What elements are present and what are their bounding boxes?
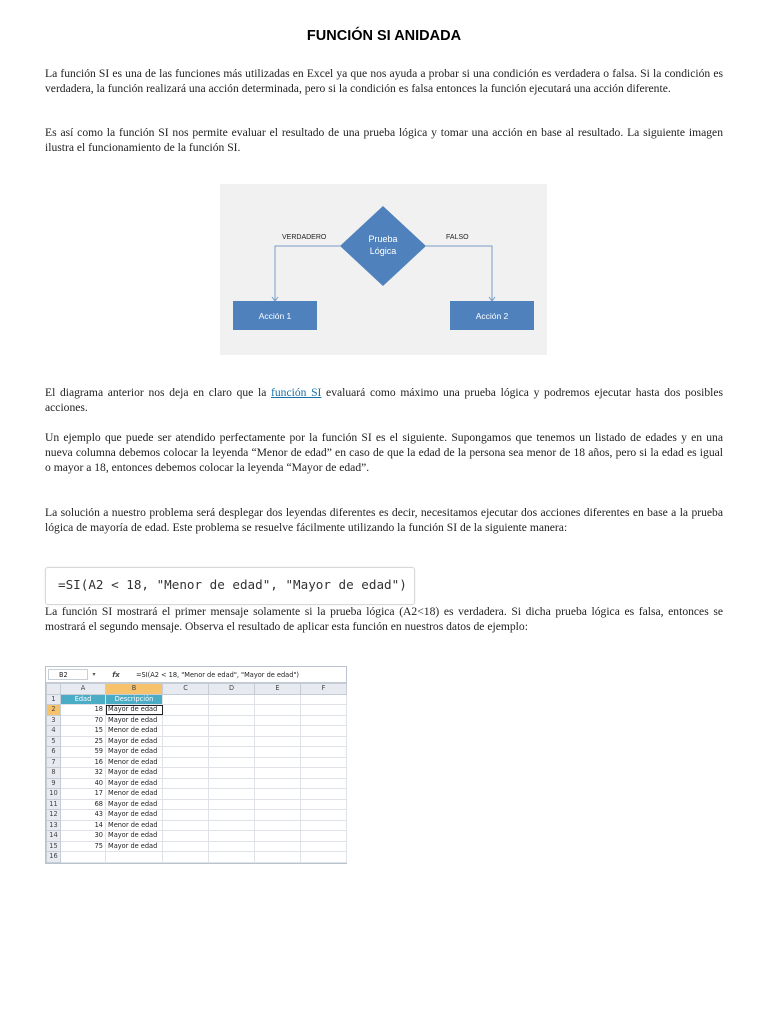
row-header[interactable]: 3 bbox=[47, 715, 61, 726]
table-row bbox=[47, 736, 347, 747]
cell[interactable] bbox=[209, 831, 255, 842]
cell[interactable] bbox=[106, 852, 163, 863]
decision-text-1: Prueba bbox=[368, 234, 398, 244]
age-cell[interactable]: 15 bbox=[61, 726, 106, 737]
cell[interactable] bbox=[301, 789, 347, 800]
description-cell[interactable]: Mayor de edad bbox=[106, 747, 163, 758]
description-cell[interactable]: Mayor de edad bbox=[106, 736, 163, 747]
cell[interactable] bbox=[301, 820, 347, 831]
cell[interactable] bbox=[209, 820, 255, 831]
cell[interactable] bbox=[163, 694, 209, 705]
cell[interactable] bbox=[209, 715, 255, 726]
formula-bar bbox=[46, 667, 346, 683]
cell[interactable] bbox=[301, 726, 347, 737]
cell[interactable] bbox=[255, 820, 301, 831]
table-row bbox=[47, 852, 347, 863]
age-cell[interactable]: 68 bbox=[61, 799, 106, 810]
age-cell[interactable]: 16 bbox=[61, 757, 106, 768]
select-all-corner[interactable] bbox=[47, 684, 61, 695]
name-box[interactable]: B2 bbox=[48, 669, 88, 680]
age-cell[interactable]: 18 bbox=[61, 705, 106, 716]
example-paragraph: Un ejemplo que puede ser atendido perfectamente por la función SI es el siguiente. Supongamos que tenemos un listado de edades y en una nueva columna debemos colocar la leyenda “Menor de edad” en caso de que la edad de la persona sea menor de 18 años, pero si la edad es igual o mayor a 18, entonces debemos colocar la leyenda “Mayor de edad”. bbox=[45, 431, 723, 474]
age-cell[interactable]: 43 bbox=[61, 810, 106, 821]
chevron-down-icon[interactable]: ▾ bbox=[92, 671, 96, 678]
age-cell[interactable]: 32 bbox=[61, 768, 106, 779]
cell[interactable] bbox=[301, 694, 347, 705]
cell[interactable] bbox=[61, 852, 106, 863]
cell[interactable] bbox=[163, 736, 209, 747]
description-cell[interactable]: Menor de edad bbox=[106, 789, 163, 800]
function-icon[interactable]: fx bbox=[112, 670, 120, 679]
column-header[interactable]: E bbox=[255, 684, 301, 695]
row-header[interactable]: 7 bbox=[47, 757, 61, 768]
row-header[interactable]: 15 bbox=[47, 841, 61, 852]
cell[interactable] bbox=[163, 705, 209, 716]
cell[interactable] bbox=[301, 715, 347, 726]
spreadsheet-screenshot bbox=[45, 666, 347, 864]
cell[interactable] bbox=[301, 736, 347, 747]
cell[interactable] bbox=[163, 841, 209, 852]
cell[interactable] bbox=[255, 841, 301, 852]
cell[interactable] bbox=[163, 810, 209, 821]
cell[interactable] bbox=[255, 831, 301, 842]
spreadsheet-grid bbox=[46, 683, 347, 863]
cell[interactable] bbox=[209, 778, 255, 789]
cell[interactable] bbox=[163, 820, 209, 831]
description-cell[interactable]: Mayor de edad bbox=[106, 705, 163, 716]
cell[interactable] bbox=[163, 726, 209, 737]
row-header[interactable]: 12 bbox=[47, 810, 61, 821]
cell[interactable] bbox=[255, 736, 301, 747]
page-title: FUNCIÓN SI ANIDADA bbox=[306, 28, 462, 44]
result-paragraph: La función SI mostrará el primer mensaje solamente si la prueba lógica (A2<18) es verdadera. Si dicha prueba lógica es falsa, entonces se mostrará el segundo mensaje. Observa el resultado de aplicar esta función en nuestros datos de ejemplo: bbox=[45, 605, 723, 633]
cell[interactable] bbox=[255, 705, 301, 716]
solution-paragraph: La solución a nuestro problema será desplegar dos leyendas diferentes es decir, necesitamos ejecutar dos acciones diferentes en base a la prueba lógica de mayoría de edad. Este problema se resuelve fácilmente utilizando la función SI de la siguiente manera: bbox=[45, 506, 723, 534]
true-branch-label: VERDADERO bbox=[282, 234, 327, 241]
row-header[interactable]: 14 bbox=[47, 831, 61, 842]
column-header[interactable]: B bbox=[106, 684, 163, 695]
if-function-flowchart bbox=[220, 184, 547, 355]
row-header[interactable]: 2 bbox=[47, 705, 61, 716]
table-row bbox=[47, 705, 347, 716]
cell[interactable] bbox=[163, 799, 209, 810]
table-row bbox=[47, 747, 347, 758]
cell[interactable] bbox=[301, 705, 347, 716]
row-header[interactable]: 9 bbox=[47, 778, 61, 789]
description-cell[interactable]: Menor de edad bbox=[106, 820, 163, 831]
row-header[interactable]: 10 bbox=[47, 789, 61, 800]
cell[interactable] bbox=[301, 768, 347, 779]
cell[interactable] bbox=[255, 715, 301, 726]
row-header[interactable]: 6 bbox=[47, 747, 61, 758]
cell[interactable] bbox=[163, 768, 209, 779]
cell[interactable] bbox=[209, 789, 255, 800]
cell[interactable] bbox=[301, 831, 347, 842]
cell[interactable] bbox=[301, 810, 347, 821]
formula-code-block bbox=[45, 567, 415, 605]
cell[interactable] bbox=[209, 726, 255, 737]
cell[interactable] bbox=[163, 778, 209, 789]
formula-code: =SI(A2 < 18, "Menor de edad", "Mayor de edad") bbox=[58, 577, 407, 592]
age-cell[interactable]: 14 bbox=[61, 820, 106, 831]
description-cell[interactable]: Mayor de edad bbox=[106, 768, 163, 779]
table-row bbox=[47, 789, 347, 800]
cell[interactable] bbox=[209, 852, 255, 863]
row-header[interactable]: 5 bbox=[47, 736, 61, 747]
cell[interactable] bbox=[163, 715, 209, 726]
cell[interactable] bbox=[301, 757, 347, 768]
cell[interactable] bbox=[255, 810, 301, 821]
age-cell[interactable]: 17 bbox=[61, 789, 106, 800]
table-row bbox=[47, 820, 347, 831]
cell[interactable] bbox=[209, 810, 255, 821]
description-cell[interactable]: Menor de edad bbox=[106, 726, 163, 737]
cell[interactable] bbox=[301, 778, 347, 789]
table-row bbox=[47, 726, 347, 737]
column-header[interactable]: D bbox=[209, 684, 255, 695]
cell[interactable] bbox=[163, 747, 209, 758]
column-header-row bbox=[47, 684, 347, 695]
cell[interactable] bbox=[209, 841, 255, 852]
header-cell-descripcion[interactable]: Descripción bbox=[106, 694, 163, 705]
row-header[interactable]: 13 bbox=[47, 820, 61, 831]
false-branch-label: FALSO bbox=[446, 234, 469, 241]
table-row bbox=[47, 810, 347, 821]
cell[interactable] bbox=[209, 747, 255, 758]
cell[interactable] bbox=[255, 778, 301, 789]
description-cell[interactable]: Mayor de edad bbox=[106, 799, 163, 810]
cell[interactable] bbox=[209, 705, 255, 716]
false-connector bbox=[426, 246, 492, 301]
cell[interactable] bbox=[163, 789, 209, 800]
age-cell[interactable]: 70 bbox=[61, 715, 106, 726]
column-header[interactable]: F bbox=[301, 684, 347, 695]
table-row bbox=[47, 757, 347, 768]
cell[interactable] bbox=[301, 799, 347, 810]
cell[interactable] bbox=[209, 694, 255, 705]
funcion-si-link[interactable]: función SI bbox=[271, 386, 322, 399]
cell[interactable] bbox=[301, 747, 347, 758]
cell[interactable] bbox=[255, 694, 301, 705]
table-row bbox=[47, 831, 347, 842]
diagram-note-paragraph bbox=[45, 385, 723, 415]
cell[interactable] bbox=[209, 768, 255, 779]
cell[interactable] bbox=[163, 852, 209, 863]
action-1-label: Acción 1 bbox=[258, 311, 292, 321]
table-row bbox=[47, 841, 347, 852]
header-cell-edad[interactable]: Edad bbox=[61, 694, 106, 705]
table-row bbox=[47, 778, 347, 789]
column-header[interactable]: C bbox=[163, 684, 209, 695]
description-cell[interactable]: Menor de edad bbox=[106, 757, 163, 768]
description-cell[interactable]: Mayor de edad bbox=[106, 778, 163, 789]
age-cell[interactable]: 75 bbox=[61, 841, 106, 852]
table-row bbox=[47, 715, 347, 726]
cell[interactable] bbox=[163, 831, 209, 842]
row-header[interactable]: 1 bbox=[47, 694, 61, 705]
column-header[interactable]: A bbox=[61, 684, 106, 695]
row-header[interactable]: 8 bbox=[47, 768, 61, 779]
description-cell[interactable]: Mayor de edad bbox=[106, 810, 163, 821]
row-header[interactable]: 16 bbox=[47, 852, 61, 863]
cell[interactable] bbox=[163, 757, 209, 768]
table-row bbox=[47, 768, 347, 779]
description-cell[interactable]: Mayor de edad bbox=[106, 831, 163, 842]
age-cell[interactable]: 30 bbox=[61, 831, 106, 842]
age-cell[interactable]: 40 bbox=[61, 778, 106, 789]
true-connector bbox=[275, 246, 340, 301]
description-cell[interactable]: Mayor de edad bbox=[106, 841, 163, 852]
cell[interactable] bbox=[255, 789, 301, 800]
cell[interactable] bbox=[255, 768, 301, 779]
diagram-note-text-2: evaluará como máximo una prueba lógica y podremos ejecutar hasta dos posibles acciones. bbox=[45, 386, 723, 414]
cell[interactable] bbox=[209, 757, 255, 768]
intro-paragraph: La función SI es una de las funciones más utilizadas en Excel ya que nos ayuda a probar si una condición es verdadera o falsa. Si la condición es verdadera, la función realizará una acción determinada, pero si la condición es falsa entonces la función ejecutará una acción diferente. bbox=[45, 67, 723, 95]
table-row bbox=[47, 799, 347, 810]
action-2-label: Acción 2 bbox=[475, 311, 509, 321]
description-cell[interactable]: Mayor de edad bbox=[106, 715, 163, 726]
cell[interactable] bbox=[255, 799, 301, 810]
table-row bbox=[47, 694, 347, 705]
age-cell[interactable]: 25 bbox=[61, 736, 106, 747]
cell[interactable] bbox=[209, 799, 255, 810]
cell[interactable] bbox=[255, 852, 301, 863]
cell[interactable] bbox=[209, 736, 255, 747]
cell[interactable] bbox=[301, 852, 347, 863]
cell[interactable] bbox=[255, 747, 301, 758]
decision-text-2: Lógica bbox=[369, 246, 397, 256]
row-header[interactable]: 11 bbox=[47, 799, 61, 810]
explanation-paragraph: Es así como la función SI nos permite evaluar el resultado de una prueba lógica y tomar una acción en base al resultado. La siguiente imagen ilustra el funcionamiento de la función SI. bbox=[45, 126, 723, 154]
formula-bar-value[interactable]: =SI(A2 < 18, "Menor de edad", "Mayor de edad") bbox=[136, 670, 299, 679]
cell[interactable] bbox=[255, 726, 301, 737]
cell[interactable] bbox=[255, 757, 301, 768]
cell[interactable] bbox=[301, 841, 347, 852]
row-header[interactable]: 4 bbox=[47, 726, 61, 737]
diagram-note-text-1: El diagrama anterior nos deja en claro que la bbox=[45, 386, 271, 399]
age-cell[interactable]: 59 bbox=[61, 747, 106, 758]
